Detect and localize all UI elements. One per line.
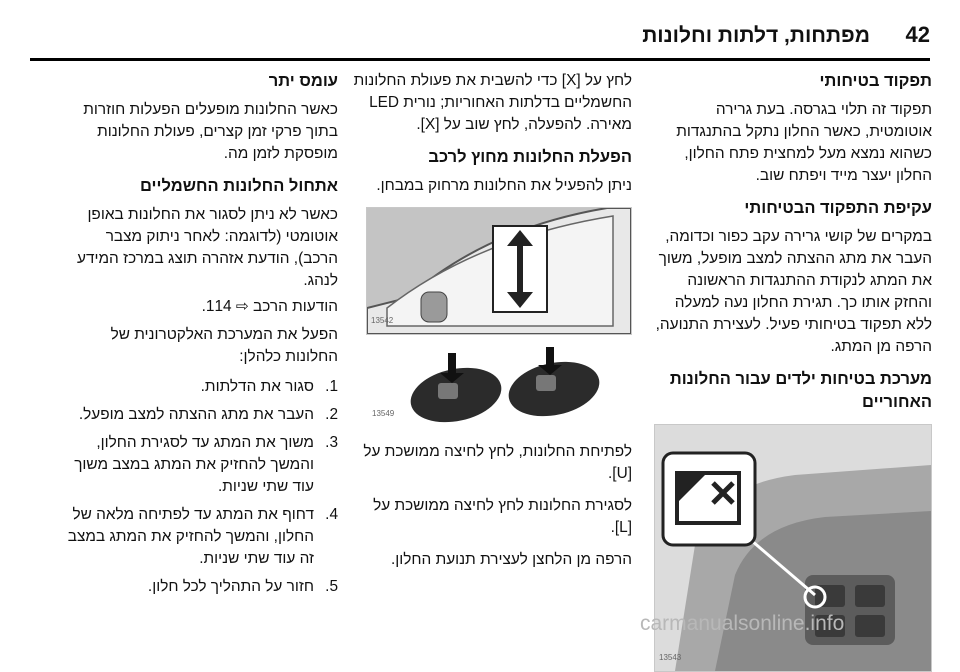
section-title-overload: עומס יתר [268, 72, 338, 90]
override-safety-text: במקרים של קושי גרירה עקב כפור וכדומה, העבר את מתג ההצתה למצב מופעל, משוך את המתג לנקודת ההתנגדות הראשונה והחזק אותו כך. תגירת החלון נעה למעלה ללא תפקוד בטיחותי פעיל. לעצירת התנועה, הרפה מן המתג. [655, 228, 932, 355]
initialize-steps [60, 376, 338, 598]
step-item [60, 504, 338, 570]
open-windows-text: לפתיחת החלונות, לחץ לחיצה ממושכת על [U]. [363, 443, 632, 482]
window-svg [367, 208, 631, 334]
page-title: מפתחות, דלתות וחלונות [642, 24, 870, 47]
step-number: 4. [325, 506, 338, 523]
safety-function-text: תפקוד זה תלוי בגרסה. בעת גרירה אוטומטית, כאשר החלון נתקל בהתנגדות כשהוא נמצא מעל למחצית פתח החלון, החלון יעצר מייד ויפתח שוב. [676, 101, 932, 184]
vehicle-messages-ref: הודעות הרכב ⇨ 114. [201, 298, 338, 315]
step-item [60, 376, 338, 398]
watermark: carmanualsonline.info [640, 612, 845, 635]
left-column [60, 70, 338, 604]
overload-text: כאשר החלונות מופעלים הפעלות חוזרות בתוך פרקי זמן קצרים, פעולת החלונות מופסקת לזמן מה. [83, 101, 338, 162]
section-title-safety-function: תפקוד בטיחותי [819, 72, 932, 90]
page-header [30, 22, 930, 62]
middle-column [350, 70, 632, 581]
key-fob-illustration [368, 343, 632, 427]
initialize-text: כאשר לא ניתן לסגור את החלונות באופן אוטומטי (לדוגמה: לאחר ניתוק מצבר הרכב), הודעת אזהרה תוצג במרכז המידע לנהג. [77, 206, 338, 289]
remote-operation-text: ניתן להפעיל את החלונות מרחוק במבחן. [376, 177, 632, 194]
step-number: 3. [325, 434, 338, 451]
step-number: 2. [325, 406, 338, 423]
step-item [60, 576, 338, 598]
right-column [650, 70, 932, 672]
step-text: דחוף את המתג עד לפתיחה מלאה של החלון, והמשך להחזיק את המתג במצב זה עוד שתי שניות. [67, 506, 314, 567]
close-windows-text: לסגירת החלונות לחץ לחיצה ממושכת על [L]. [373, 497, 632, 536]
child-lock-instructions: לחץ על [X] כדי להשבית את פעולת החלונות החשמליים בדלתות האחוריות; נורית LED מאירה. להפעלה, לחץ שוב על [X]. [353, 72, 632, 133]
window-illustration [366, 207, 632, 335]
section-title-initialize: אתחול החלונות החשמליים [139, 177, 338, 195]
step-text: סגור את הדלתות. [200, 378, 314, 395]
step-item [60, 432, 338, 498]
step-text: העבר את מתג ההצתה למצב מופעל. [78, 406, 314, 423]
image-tag: 13543 [659, 653, 682, 662]
stop-windows-text: הרפה מן הלחצן לעצירת תנועת החלון. [391, 551, 632, 568]
section-title-override-safety: עקיפת התפקוד הבטיחותי [744, 199, 932, 217]
initialize-intro: הפעל את המערכת האלקטרונית של החלונות כלהלן: [110, 326, 338, 365]
image-tag: 13549 [372, 409, 395, 418]
section-title-child-lock: מערכת בטיחות ילדים עבור החלונות האחוריים [669, 370, 932, 411]
header-rule [30, 58, 930, 61]
key-fob-svg [368, 343, 632, 427]
page-number: 42 [905, 22, 930, 47]
step-text: חזור על התהליך לכל חלון. [147, 578, 314, 595]
step-number: 5. [325, 578, 338, 595]
section-title-remote-operation: הפעלת החלונות מחוץ לרכב [428, 148, 632, 166]
step-text: משוך את המתג עד לסגירת החלון, והמשך להחזיק את המתג במצב משוך עוד שתי שניות. [74, 434, 314, 495]
image-tag: 13542 [371, 316, 394, 325]
step-item [60, 404, 338, 426]
step-number: 1. [325, 378, 338, 395]
